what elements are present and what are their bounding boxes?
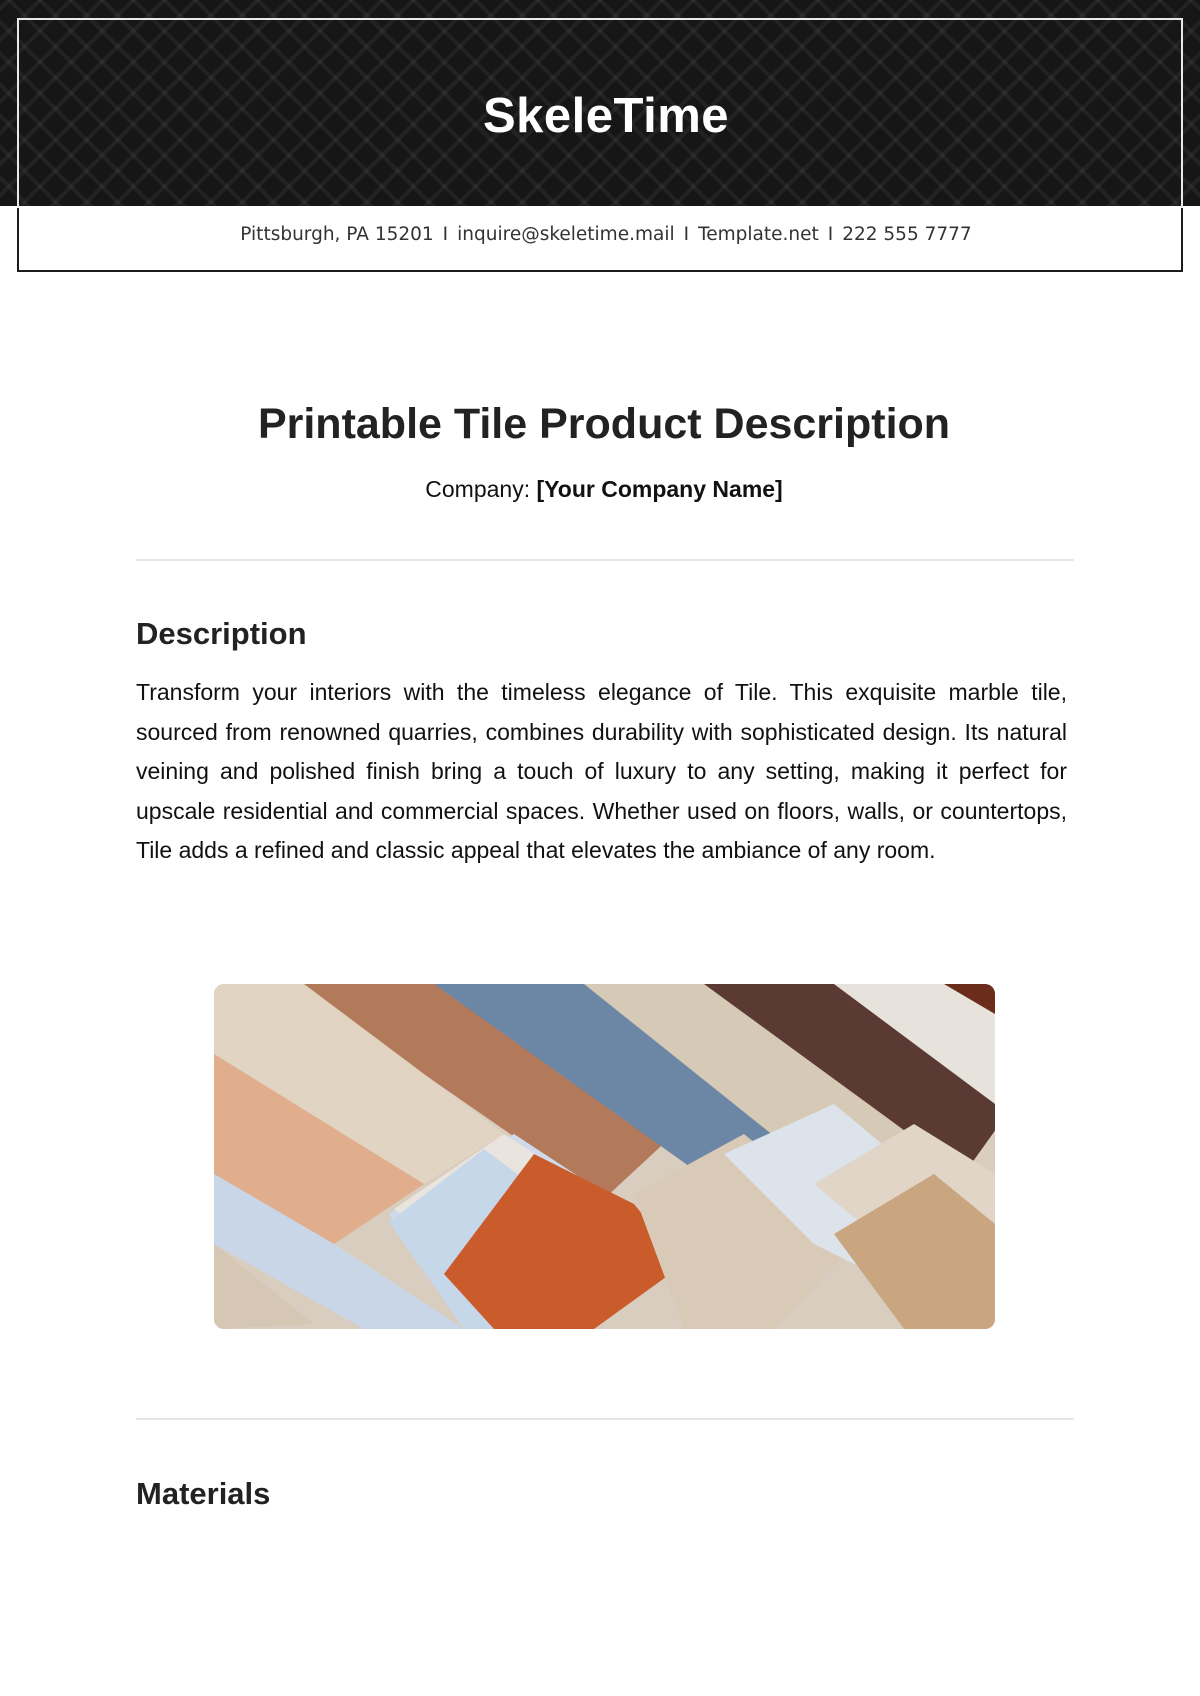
document-title: Printable Tile Product Description: [257, 400, 951, 448]
description-body: Transform your interiors with the timeless elegance of Tile. This exquisite marble tile, sourced from renowned quarries, combines durability with sophisticated design. Its natural veining and polished finish bring a touch of luxury to any setting, making it perfect for upscale residential and commercial spaces. Whether used on floors, walls, or countertops, Tile adds a refined and classic appeal that elevates the ambiance of any room.: [136, 679, 1067, 863]
company-label: Company:: [425, 476, 531, 502]
section-divider: [136, 559, 1074, 561]
brand-name: SkeleTime: [482, 89, 730, 143]
contact-separator: I: [442, 224, 449, 245]
contact-separator: I: [827, 224, 834, 245]
company-line: [0, 476, 1200, 503]
section-divider: [136, 1418, 1074, 1420]
tile-image-graphic: [214, 984, 995, 1329]
materials-heading: Materials: [136, 1476, 271, 1511]
contact-separator: I: [683, 224, 690, 245]
contact-email[interactable]: inquire@skeletime.mail: [457, 224, 675, 245]
contact-line: [0, 224, 1200, 245]
tile-product-image: [214, 984, 995, 1329]
description-heading: Description: [136, 616, 307, 651]
contact-phone: 222 555 7777: [842, 224, 972, 245]
contact-address: Pittsburgh, PA 15201: [240, 224, 434, 245]
company-name: [Your Company Name]: [536, 476, 783, 502]
contact-website[interactable]: Template.net: [698, 224, 819, 245]
